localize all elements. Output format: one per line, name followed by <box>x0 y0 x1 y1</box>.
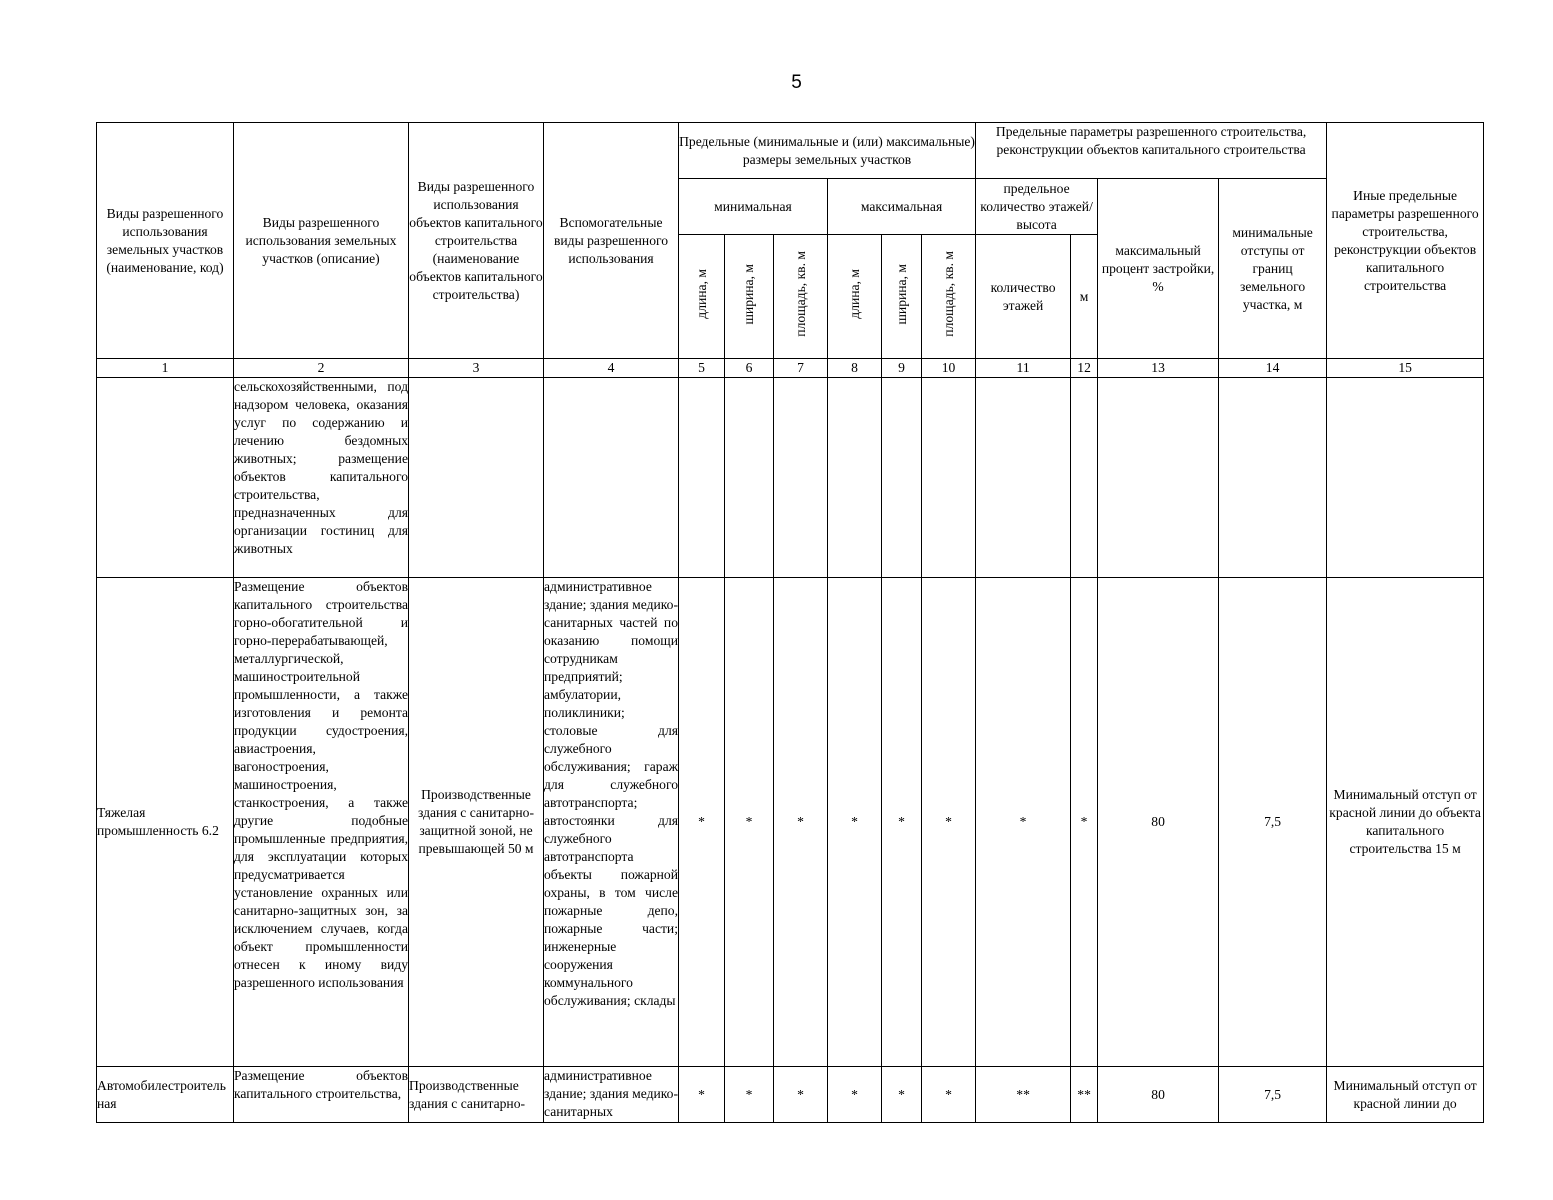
cell-floors: * <box>976 578 1071 1067</box>
cell-height <box>1071 378 1098 578</box>
zoning-table <box>96 122 1484 1123</box>
column-number: 1 <box>97 359 234 378</box>
header-col5: длина, м <box>679 235 725 359</box>
row-name: Автомобилестроительная <box>97 1067 234 1123</box>
cell-min-offsets: 7,5 <box>1219 1067 1327 1123</box>
column-number: 9 <box>882 359 922 378</box>
row-name: Тяжелая промышленность 6.2 <box>97 578 234 1067</box>
column-number: 11 <box>976 359 1071 378</box>
cell-min-width <box>725 378 774 578</box>
row-auxiliary <box>544 378 679 578</box>
header-col13: максимальный процент застройки, % <box>1098 179 1219 359</box>
cell-other: Минимальный отступ от красной линии до <box>1327 1067 1484 1123</box>
column-number: 10 <box>922 359 976 378</box>
column-number: 8 <box>828 359 882 378</box>
cell-max-percent: 80 <box>1098 578 1219 1067</box>
cell-other <box>1327 378 1484 578</box>
header-col7: площадь, кв. м <box>774 235 828 359</box>
cell-min-area <box>774 378 828 578</box>
cell-min-length <box>679 378 725 578</box>
cell-floors: ** <box>976 1067 1071 1123</box>
row-description: сельскохозяйственными, под надзором человека, оказания услуг по содержанию и лечению бездомных животных; размещение объектов капитального строительства, предназначенных для организации гостиниц для животных <box>234 378 409 578</box>
header-col14: минимальные отступы от границ земельного участка, м <box>1219 179 1327 359</box>
column-number: 13 <box>1098 359 1219 378</box>
cell-min-length: * <box>679 1067 725 1123</box>
header-max: максимальная <box>828 179 976 235</box>
row-description: Размещение объектов капитального строительства, <box>234 1067 409 1123</box>
header-col9: ширина, м <box>882 235 922 359</box>
header-col1: Виды разрешенного использования земельных участков (наименование, код) <box>97 123 234 359</box>
header-col2: Виды разрешенного использования земельных участков (описание) <box>234 123 409 359</box>
column-number: 12 <box>1071 359 1098 378</box>
cell-min-area: * <box>774 578 828 1067</box>
cell-max-length: * <box>828 578 882 1067</box>
header-col10: площадь, кв. м <box>922 235 976 359</box>
table-row <box>97 578 1484 1067</box>
table-row <box>97 378 1484 578</box>
row-objects <box>409 378 544 578</box>
row-auxiliary: административное здание; здания медико-санитарных <box>544 1067 679 1123</box>
cell-min-length: * <box>679 578 725 1067</box>
cell-max-width <box>882 378 922 578</box>
column-numbers-row <box>97 359 1484 378</box>
column-number: 3 <box>409 359 544 378</box>
cell-max-width: * <box>882 1067 922 1123</box>
row-name <box>97 378 234 578</box>
cell-max-length: * <box>828 1067 882 1123</box>
header-col8: длина, м <box>828 235 882 359</box>
header-col4: Вспомогательные виды разрешенного использования <box>544 123 679 359</box>
row-auxiliary: административное здание; здания медико-санитарных частей по оказанию помощи сотрудникам предприятий; амбулатории, поликлиники; столовые для служебного обслуживания; гараж для служебного автотранспорта; автостоянки для служебного автотранспорта объекты пожарной охраны, в том числе пожарные депо, пожарные части; инженерные сооружения коммунального обслуживания; склады <box>544 578 679 1067</box>
page-number: 5 <box>791 72 802 93</box>
cell-max-percent: 80 <box>1098 1067 1219 1123</box>
header-row-1 <box>97 123 1484 179</box>
cell-max-width: * <box>882 578 922 1067</box>
cell-other: Минимальный отступ от красной линии до объекта капитального строительства 15 м <box>1327 578 1484 1067</box>
column-number: 4 <box>544 359 679 378</box>
cell-min-area: * <box>774 1067 828 1123</box>
row-objects: Производственные здания с санитарно- <box>409 1067 544 1123</box>
cell-height: * <box>1071 578 1098 1067</box>
column-number: 7 <box>774 359 828 378</box>
header-min: минимальная <box>679 179 828 235</box>
cell-floors <box>976 378 1071 578</box>
row-objects: Производственные здания с санитарно-защитной зоной, не превышающей 50 м <box>409 578 544 1067</box>
cell-min-offsets <box>1219 378 1327 578</box>
cell-max-area: * <box>922 578 976 1067</box>
header-col15: Иные предельные параметры разрешенного строительства, реконструкции объектов капитального строительства <box>1327 123 1484 359</box>
header-col12: м <box>1071 235 1098 359</box>
header-floors-height: предельное количество этажей/высота <box>976 179 1098 235</box>
column-number: 15 <box>1327 359 1484 378</box>
header-col3: Виды разрешенного использования объектов капитального строительства (наименование объектов капитального строительства) <box>409 123 544 359</box>
row-description: Размещение объектов капитального строительства горно-обогатительной и горно-перерабатывающей, металлургической, машиностроительной промышленности, а также изготовления и ремонта продукции судостроения, авиастроения, вагоностроения, машиностроения, станкостроения, а также другие подобные промышленные предприятия, для эксплуатации которых предусматривается установление охранных или санитарно-защитных зон, за исключением случаев, когда объект промышленности отнесен к иному виду разрешенного использования <box>234 578 409 1067</box>
header-group-sizes: Предельные (минимальные и (или) максимальные) размеры земельных участков <box>679 123 976 179</box>
cell-min-offsets: 7,5 <box>1219 578 1327 1067</box>
table-row <box>97 1067 1484 1123</box>
header-col6: ширина, м <box>725 235 774 359</box>
header-group-params: Предельные параметры разрешенного строительства, реконструкции объектов капитального строительства <box>976 123 1327 179</box>
header-col11: количество этажей <box>976 235 1071 359</box>
cell-min-width: * <box>725 1067 774 1123</box>
cell-height: ** <box>1071 1067 1098 1123</box>
cell-min-width: * <box>725 578 774 1067</box>
cell-max-length <box>828 378 882 578</box>
cell-max-area: * <box>922 1067 976 1123</box>
column-number: 5 <box>679 359 725 378</box>
column-number: 6 <box>725 359 774 378</box>
column-number: 2 <box>234 359 409 378</box>
cell-max-area <box>922 378 976 578</box>
cell-max-percent <box>1098 378 1219 578</box>
column-number: 14 <box>1219 359 1327 378</box>
